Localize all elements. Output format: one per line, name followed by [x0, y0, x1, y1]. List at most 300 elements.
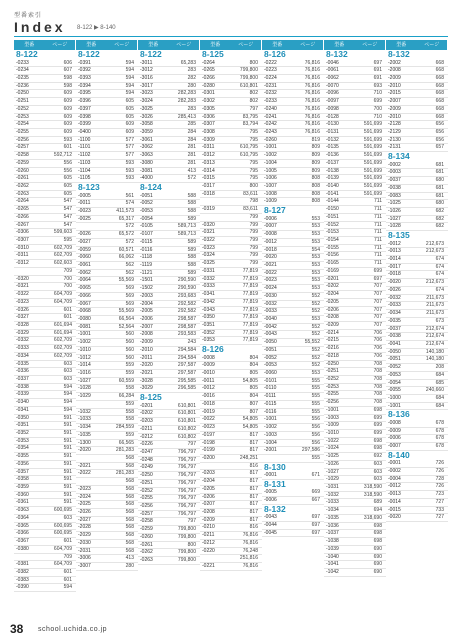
index-row [76, 200, 138, 208]
model-number: -0052 [388, 364, 401, 371]
page-ref: 552 [311, 292, 320, 299]
model-number: -0138 [326, 167, 339, 174]
page-ref: 707 [373, 306, 382, 313]
series-heading [262, 480, 324, 490]
page-ref: 804 [249, 393, 258, 400]
page-ref: 668 [435, 105, 444, 112]
index-row [76, 285, 138, 293]
index-row [386, 499, 448, 507]
index-row [14, 67, 76, 75]
page-ref: 294,584 [177, 346, 196, 353]
model-number: -0130 [326, 121, 339, 128]
index-row [386, 326, 448, 334]
page-ref: 76,816 [304, 59, 320, 66]
index-row [386, 443, 448, 451]
page-ref: 700 [63, 275, 72, 282]
page-ref: 603 [63, 375, 72, 382]
index-row [14, 206, 76, 214]
model-number: -0006 [264, 497, 277, 504]
model-number: -0250 [326, 360, 339, 367]
index-row [324, 415, 386, 423]
index-row [76, 401, 138, 409]
column-header-code: 型番 [148, 42, 159, 48]
model-number: -0305 [202, 105, 215, 112]
model-number: -1009 [264, 198, 277, 205]
index-row [14, 299, 76, 307]
page-ref: 76,816 [242, 532, 258, 539]
model-number: -0253 [16, 113, 29, 120]
page-ref: 603 [373, 468, 382, 475]
index-row [262, 121, 324, 129]
page-ref: 569 [125, 285, 134, 292]
page-ref: 808 [311, 190, 320, 197]
page-ref: 671 [311, 472, 320, 479]
model-number: -0337 [16, 375, 29, 382]
model-number: -0302 [202, 98, 215, 105]
index-row [76, 254, 138, 262]
page-ref: 817 [249, 501, 258, 508]
model-number: -0152 [326, 221, 339, 228]
page-ref: 603 [373, 476, 382, 483]
page-ref: 589,713 [177, 231, 196, 238]
page-ref: 804 [249, 354, 258, 361]
series-code: 8-131 [264, 479, 286, 489]
model-number: -0383 [16, 576, 29, 583]
index-row [138, 223, 200, 231]
page-ref: 819 [311, 136, 320, 143]
page-ref: 805 [249, 385, 258, 392]
page-ref: 591 [63, 484, 72, 491]
model-number: -0255 [140, 495, 153, 502]
series-code: 8-136 [388, 410, 410, 420]
model-number: -0001 [388, 460, 401, 467]
model-number: -0008 [388, 419, 401, 426]
column-header [324, 40, 386, 50]
index-row [200, 455, 262, 463]
index-row [200, 532, 262, 540]
model-number: -0053 [388, 371, 401, 378]
index-row [14, 484, 76, 492]
model-number: -0312 [16, 260, 29, 267]
index-row [14, 314, 76, 322]
model-number: -0340 [16, 399, 29, 406]
model-number: -0022 [264, 269, 277, 276]
model-number: -0046 [326, 59, 339, 66]
index-row [138, 60, 200, 68]
model-number: -2010 [388, 113, 401, 120]
index-row [324, 67, 386, 75]
page-ref: 698 [373, 538, 382, 545]
model-number: -1502 [140, 285, 153, 292]
page-ref: 800 [249, 59, 258, 66]
page-ref: 727 [435, 514, 444, 521]
index-row [200, 307, 262, 315]
index-row [386, 114, 448, 122]
page-ref: 591,699 [363, 175, 382, 182]
model-number: -0026 [388, 286, 401, 293]
model-number: -1022 [326, 437, 339, 444]
page-ref: 593 [125, 159, 134, 166]
model-number: -0396 [78, 98, 91, 105]
model-number: -0032 [388, 294, 401, 301]
model-number: -0333 [16, 345, 29, 352]
index-row [200, 90, 262, 98]
index-row [324, 144, 386, 152]
index-row [386, 279, 448, 287]
index-row [200, 198, 262, 206]
page-ref: 297,587 [177, 370, 196, 377]
page-ref: 560 [125, 354, 134, 361]
index-row [324, 492, 386, 500]
page-ref: 797 [187, 441, 196, 448]
index-row [386, 185, 448, 193]
index-row [324, 90, 386, 98]
index-row [76, 293, 138, 301]
index-row [324, 237, 386, 245]
model-number: -0068 [78, 308, 91, 315]
page-ref: 553 [311, 231, 320, 238]
page-ref: 592,712 [53, 152, 72, 159]
page-ref: 692 [373, 453, 382, 460]
model-number: -0352 [202, 329, 215, 336]
index-row [262, 308, 324, 316]
index-row [262, 370, 324, 378]
index-row [200, 563, 262, 571]
model-number: -0241 [264, 113, 277, 120]
header-category: 型番索引 [14, 13, 43, 19]
model-number: -0218 [326, 352, 339, 359]
index-row [200, 517, 262, 525]
page-ref: 66,564 [118, 316, 134, 322]
model-number: -3016 [140, 74, 153, 81]
model-number: -0267 [16, 221, 29, 228]
index-row [262, 67, 324, 75]
page-ref: 690 [373, 568, 382, 575]
model-number: -0208 [326, 314, 339, 321]
page-ref: 711 [374, 260, 382, 267]
model-number: -0139 [326, 175, 339, 182]
series-heading [386, 50, 448, 60]
page-ref: 553 [311, 285, 320, 292]
series-heading [386, 231, 448, 241]
model-number: -0205 [202, 485, 215, 492]
model-number: -2027 [78, 516, 91, 523]
page-ref: 691 [373, 67, 382, 74]
index-row [386, 403, 448, 411]
model-number: -1002 [264, 424, 277, 431]
page-ref: 240,660 [425, 387, 444, 394]
page-ref: 284 [187, 128, 196, 135]
page-ref: 589 [187, 269, 196, 276]
page-ref: 562 [125, 269, 134, 276]
page-ref: 605 [63, 175, 72, 182]
model-number: -0212 [140, 433, 153, 440]
page-ref: 681 [435, 161, 444, 168]
model-number: -0266 [202, 74, 215, 81]
model-number: -0052 [140, 200, 153, 207]
page-ref: 280 [187, 82, 196, 89]
model-number: -0024 [264, 285, 277, 292]
page-ref: 66,284 [118, 393, 134, 400]
index-row [14, 384, 76, 392]
model-number: -0326 [16, 306, 29, 313]
page-ref: 212,673 [425, 240, 444, 247]
index-row [262, 160, 324, 168]
page-ref: 212,674 [425, 333, 444, 340]
model-number: -1100 [78, 136, 91, 143]
page-ref: 604,709 [53, 298, 72, 305]
page-ref: 604,709 [53, 561, 72, 568]
index-row [324, 353, 386, 361]
index-row [386, 248, 448, 256]
model-number: -0025 [78, 215, 91, 222]
index-row [76, 524, 138, 532]
model-number: -2009 [388, 74, 401, 81]
model-number: -2004 [140, 300, 153, 307]
page-ref: 52,564 [118, 323, 134, 330]
page-ref: 560 [125, 346, 134, 353]
model-number: -0363 [16, 507, 29, 514]
index-row [200, 501, 262, 509]
model-number: -0301 [202, 90, 215, 97]
page-ref: 594 [125, 67, 134, 74]
index-row [200, 355, 262, 363]
index-row [14, 291, 76, 299]
index-row [200, 555, 262, 563]
model-number: -0110 [264, 385, 277, 392]
page-ref: 817 [249, 470, 258, 477]
index-row [76, 532, 138, 540]
page-ref: 708 [373, 391, 382, 398]
model-number: -1000 [388, 394, 401, 401]
model-number: -0064 [78, 277, 91, 284]
index-row [200, 299, 262, 307]
index-row [138, 168, 200, 176]
index-column [138, 40, 200, 592]
model-number: -0240 [264, 105, 277, 112]
index-row [386, 468, 448, 476]
page-ref: 796,797 [177, 472, 196, 479]
model-number: -0251 [326, 368, 339, 375]
page-ref: 553 [311, 215, 320, 222]
page-ref: 796,797 [177, 495, 196, 502]
model-number: -0018 [202, 400, 215, 407]
page-ref: 699 [373, 98, 382, 105]
index-row [262, 144, 324, 152]
model-number: -0032 [264, 300, 277, 307]
page-ref: 711 [374, 221, 382, 228]
index-row [76, 67, 138, 75]
index-row [138, 83, 200, 91]
page-ref: 711 [374, 252, 382, 259]
page-ref: 706 [373, 329, 382, 336]
index-row [324, 469, 386, 477]
page-ref: 817 [249, 493, 258, 500]
index-row [262, 106, 324, 114]
page-ref: 610,795 [239, 144, 258, 151]
page-ref: 594 [63, 406, 72, 413]
page-ref: 699 [373, 267, 382, 274]
model-number: -1032 [326, 491, 339, 498]
index-row [200, 121, 262, 129]
model-number: -1105 [78, 175, 91, 182]
model-number: -0105 [140, 223, 153, 230]
index-row [324, 330, 386, 338]
model-number: -1034 [326, 507, 339, 514]
page-ref: 697 [373, 275, 382, 282]
model-number: -0252 [16, 105, 29, 112]
series-heading [386, 451, 448, 461]
model-number: -0020 [388, 279, 401, 286]
index-row [138, 247, 200, 255]
page-ref: 602,603 [53, 260, 72, 267]
model-number: -0223 [264, 67, 277, 74]
page-ref: 711 [374, 237, 382, 244]
index-row [76, 114, 138, 122]
series-heading [262, 505, 324, 515]
series-code: 8-125 [202, 50, 224, 59]
index-row [200, 337, 262, 345]
index-row [386, 491, 448, 499]
model-number: -1026 [326, 460, 339, 467]
page-ref: 609 [63, 128, 72, 135]
page-ref: 600,695 [53, 507, 72, 514]
series-heading [14, 50, 76, 60]
index-row [324, 191, 386, 199]
page-ref: 547 [63, 213, 72, 220]
index-row [138, 301, 200, 309]
model-number: -3081 [140, 167, 153, 174]
model-number: -1002 [78, 339, 91, 346]
model-number: -0224 [264, 74, 277, 81]
page-ref: 574 [125, 200, 134, 207]
page-ref: 55,569 [118, 308, 134, 315]
index-row [138, 534, 200, 542]
page-ref: 281 [187, 152, 196, 159]
page-ref: 568 [125, 524, 134, 531]
model-number: -0381 [16, 561, 29, 568]
model-number: -0367 [16, 538, 29, 545]
model-number: -0235 [16, 74, 29, 81]
page-ref: 601,694 [53, 329, 72, 336]
index-row [14, 577, 76, 585]
page-ref: 589 [187, 238, 196, 245]
index-row [76, 463, 138, 471]
page-ref: 83,611 [243, 190, 258, 197]
index-row [76, 308, 138, 316]
model-number: -0005 [264, 489, 277, 496]
model-number: -0310 [16, 244, 29, 251]
column-header-page: ページ [114, 42, 130, 48]
model-number: -3026 [140, 113, 153, 120]
page-ref: 591 [63, 468, 72, 475]
index-row [200, 160, 262, 168]
page-ref: 796,797 [177, 503, 196, 510]
index-row [76, 239, 138, 247]
model-number: -0248 [140, 456, 153, 463]
index-row [76, 106, 138, 114]
page-ref: 610,801 [177, 410, 196, 417]
index-row [76, 223, 138, 231]
model-number: -0111 [264, 393, 277, 400]
index-row [200, 440, 262, 448]
model-number: -0222 [264, 59, 277, 66]
index-row [262, 83, 324, 91]
page-ref: 601 [63, 314, 72, 321]
index-row [14, 214, 76, 222]
model-number: -0115 [264, 400, 277, 407]
page-ref: 656 [435, 128, 444, 135]
page-ref: 568 [125, 501, 134, 508]
page-ref: 558 [125, 408, 134, 415]
page-ref: 553 [311, 261, 320, 268]
index-row [324, 137, 386, 145]
site-url[interactable]: school.uchida.co.jp [38, 626, 108, 633]
index-row [200, 416, 262, 424]
model-number: -0394 [78, 82, 91, 89]
page-ref: 706 [373, 337, 382, 344]
model-number: -0335 [16, 360, 29, 367]
model-number: -2011 [140, 354, 153, 361]
page-ref: 76,816 [304, 121, 320, 128]
page-ref: 594 [125, 74, 134, 81]
index-row [324, 152, 386, 160]
page-ref: 698 [373, 437, 382, 444]
page-ref: 799 [249, 244, 258, 251]
model-number: -2028 [78, 524, 91, 531]
index-row [138, 152, 200, 160]
page-ref: 799 [249, 237, 258, 244]
page-ref: 816 [249, 462, 258, 469]
model-number: -0001 [264, 472, 277, 479]
page-ref: 591 [63, 430, 72, 436]
model-number: -1118 [140, 254, 153, 261]
index-row [200, 60, 262, 68]
model-number: -0128 [326, 113, 339, 120]
model-number: -0197 [202, 431, 215, 438]
model-number: -1119 [140, 261, 153, 268]
model-number: -0201 [140, 402, 153, 409]
page-ref: 552 [311, 308, 320, 315]
page-ref: 281 [187, 144, 196, 151]
model-number: -0012 [264, 238, 277, 245]
page-ref: 556 [311, 439, 320, 446]
model-number: -0307 [16, 237, 29, 244]
page-ref: 708 [373, 383, 382, 390]
model-number: -2020 [78, 447, 91, 454]
index-row [324, 407, 386, 415]
model-number: -0252 [140, 487, 153, 494]
index-row [262, 277, 324, 285]
series-heading [262, 50, 324, 60]
model-number: -1001 [326, 406, 339, 413]
index-row [262, 497, 324, 505]
index-row [76, 478, 138, 486]
page-ref: 568 [125, 516, 134, 523]
index-row [76, 501, 138, 509]
model-number: -0051 [264, 346, 277, 353]
page-ref: 553 [311, 223, 320, 230]
index-row [76, 160, 138, 168]
model-number: -0324 [202, 252, 215, 259]
model-number: -0016 [202, 393, 215, 400]
model-number: -3058 [140, 121, 153, 128]
index-row [386, 67, 448, 75]
index-row [324, 523, 386, 531]
model-number: -0027 [78, 238, 91, 245]
index-row [200, 137, 262, 145]
page-ref: 568 [125, 508, 134, 515]
